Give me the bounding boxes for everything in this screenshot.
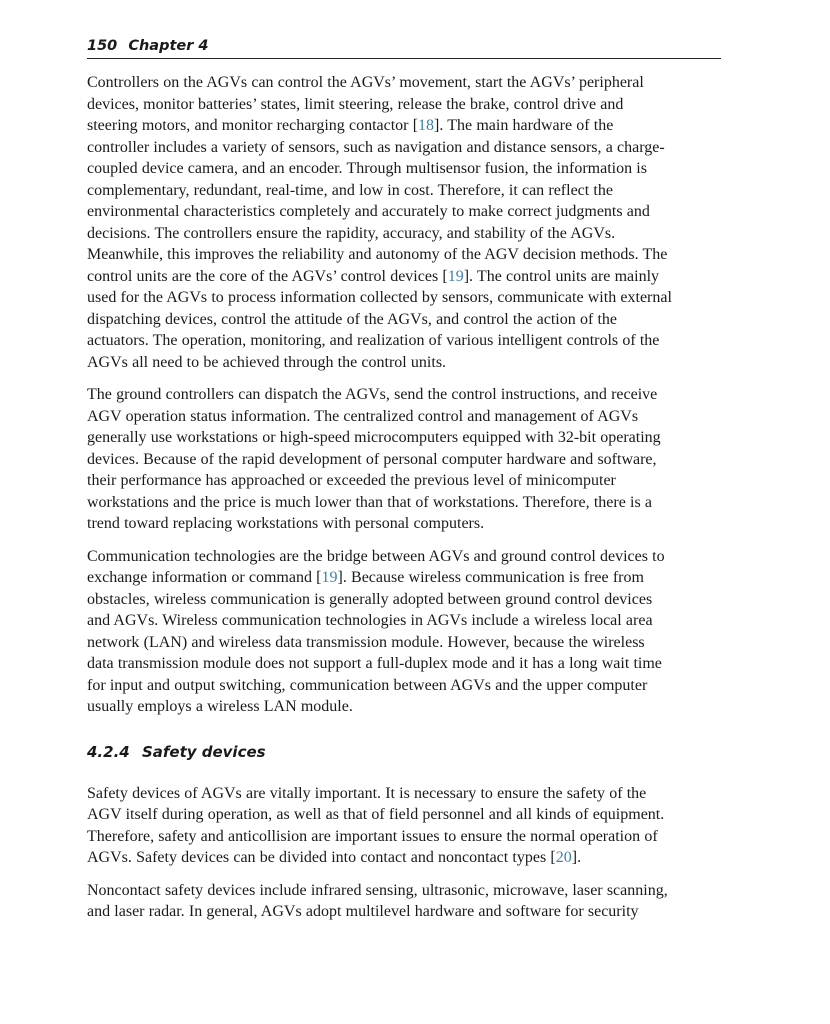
citation-link[interactable]: 19 — [447, 267, 464, 285]
paragraph — [87, 546, 721, 718]
text-run: ]. The control units are mainly — [463, 267, 660, 285]
text-line — [87, 94, 721, 116]
text-line — [87, 470, 721, 492]
text-run: generally use workstations or high-speed microcomputers equipped with 32-bit operating — [87, 429, 661, 446]
text-run: decisions. The controllers ensure the rapidity, accuracy, and stability of the AGVs. — [87, 224, 616, 242]
text-line — [87, 589, 721, 611]
citation-link[interactable]: 20 — [555, 849, 572, 866]
text-run: Meanwhile, this improves the reliability and autonomy of the AGV decision methods. The — [87, 246, 668, 263]
text-line — [87, 546, 721, 568]
text-line — [87, 223, 721, 245]
text-run: network (LAN) and wireless data transmission module. However, because the wireless — [87, 633, 645, 651]
text-line — [87, 115, 721, 137]
paragraph — [87, 880, 721, 923]
text-run: dispatching devices, control the attitude of the AGVs, and control the action of the — [87, 310, 618, 328]
text-line — [87, 180, 721, 202]
text-run: usually employs a wireless LAN module. — [87, 698, 353, 715]
text-run: Safety devices of AGVs are vitally important. It is necessary to ensure the safety of the — [87, 784, 647, 802]
text-line — [87, 287, 721, 309]
text-run: AGV itself during operation, as well as that of field personnel and all kinds of equipment. — [87, 806, 665, 823]
text-line — [87, 137, 721, 159]
text-run: AGV operation status information. The centralized control and management of AGVs — [87, 407, 639, 425]
text-line — [87, 513, 721, 535]
running-head — [87, 36, 721, 59]
text-run: coupled device camera, and an encoder. Through multisensor fusion, the information is — [87, 160, 647, 177]
citation-link[interactable]: 18 — [418, 117, 435, 134]
text-run: environmental characteristics completely and accurately to make correct judgments and — [87, 203, 650, 220]
text-run: steering motors, and monitor recharging contactor [ — [87, 117, 419, 134]
text-line — [87, 880, 721, 902]
text-run: ]. — [571, 849, 582, 866]
text-run: Controllers on the AGVs can control the AGVs’ movement, start the AGVs’ peripheral — [87, 74, 644, 91]
text-run: obstacles, wireless communication is generally adopted between ground control devices — [87, 590, 653, 608]
text-line — [87, 804, 721, 826]
text-line — [87, 330, 721, 352]
text-line — [87, 696, 721, 718]
text-run: control units are the core of the AGVs’ control devices [ — [87, 267, 448, 285]
text-run: Communication technologies are the bridge between AGVs and ground control devices to — [87, 547, 665, 565]
text-run: trend toward replacing workstations with personal computers. — [87, 515, 485, 532]
page-number: 150 — [87, 38, 118, 54]
paragraph — [87, 384, 721, 535]
text-run: ]. The main hardware of the — [434, 117, 614, 134]
text-line — [87, 847, 721, 869]
text-line — [87, 266, 721, 288]
chapter-label: Chapter 4 — [128, 38, 209, 54]
text-line — [87, 158, 721, 180]
text-run: Therefore, safety and anticollision are important issues to ensure the normal operation of — [87, 827, 658, 845]
text-run: The ground controllers can dispatch the AGVs, send the control instructions, and receive — [87, 386, 658, 403]
text-line — [87, 492, 721, 514]
text-run: used for the AGVs to process information collected by sensors, communicate with external — [87, 289, 672, 306]
text-line — [87, 406, 721, 428]
book-page — [87, 36, 721, 934]
text-line — [87, 567, 721, 589]
text-run: for input and output switching, communication between AGVs and the upper computer — [87, 676, 648, 694]
text-run: their performance has approached or exceeded the previous level of minicomputer — [87, 472, 616, 489]
text-run: and laser radar. In general, AGVs adopt multilevel hardware and software for security — [87, 903, 639, 920]
text-line — [87, 826, 721, 848]
section-title: Safety devices — [141, 742, 266, 761]
text-run: workstations and the price is much lower than that of workstations. Therefore, there is a — [87, 493, 653, 511]
paragraph — [87, 72, 721, 373]
text-line — [87, 244, 721, 266]
text-line — [87, 384, 721, 406]
text-line — [87, 783, 721, 805]
text-line — [87, 309, 721, 331]
text-line — [87, 632, 721, 654]
text-line — [87, 901, 721, 923]
text-line — [87, 427, 721, 449]
text-run: ]. Because wireless communication is free from — [337, 569, 644, 586]
section-body-text — [87, 783, 721, 923]
section-number: 4.2.4 — [87, 742, 130, 761]
text-line — [87, 72, 721, 94]
text-run: exchange information or command [ — [87, 569, 322, 586]
text-line — [87, 610, 721, 632]
text-line — [87, 449, 721, 471]
text-run: devices, monitor batteries’ states, limit steering, release the brake, control drive and — [87, 95, 624, 113]
text-run: and AGVs. Wireless communication technologies in AGVs include a wireless local area — [87, 612, 653, 629]
text-line — [87, 675, 721, 697]
body-text — [87, 72, 721, 718]
text-run: AGVs. Safety devices can be divided into contact and noncontact types [ — [87, 849, 556, 866]
text-run: data transmission module does not support a full-duplex mode and it has a long wait time — [87, 655, 662, 672]
text-line — [87, 352, 721, 374]
text-run: Noncontact safety devices include infrared sensing, ultrasonic, microwave, laser scanning, — [87, 881, 668, 899]
section-heading — [87, 742, 721, 762]
citation-link[interactable]: 19 — [321, 569, 338, 586]
text-run: devices. Because of the rapid development of personal computer hardware and software, — [87, 450, 657, 468]
text-line — [87, 653, 721, 675]
text-line — [87, 201, 721, 223]
text-run: complementary, redundant, real-time, and low in cost. Therefore, it can reflect the — [87, 181, 613, 199]
text-run: actuators. The operation, monitoring, and realization of various intelligent controls of the — [87, 332, 660, 349]
paragraph — [87, 783, 721, 869]
text-run: controller includes a variety of sensors, such as navigation and distance sensors, a charge- — [87, 138, 665, 156]
text-run: AGVs all need to be achieved through the control units. — [87, 353, 447, 371]
